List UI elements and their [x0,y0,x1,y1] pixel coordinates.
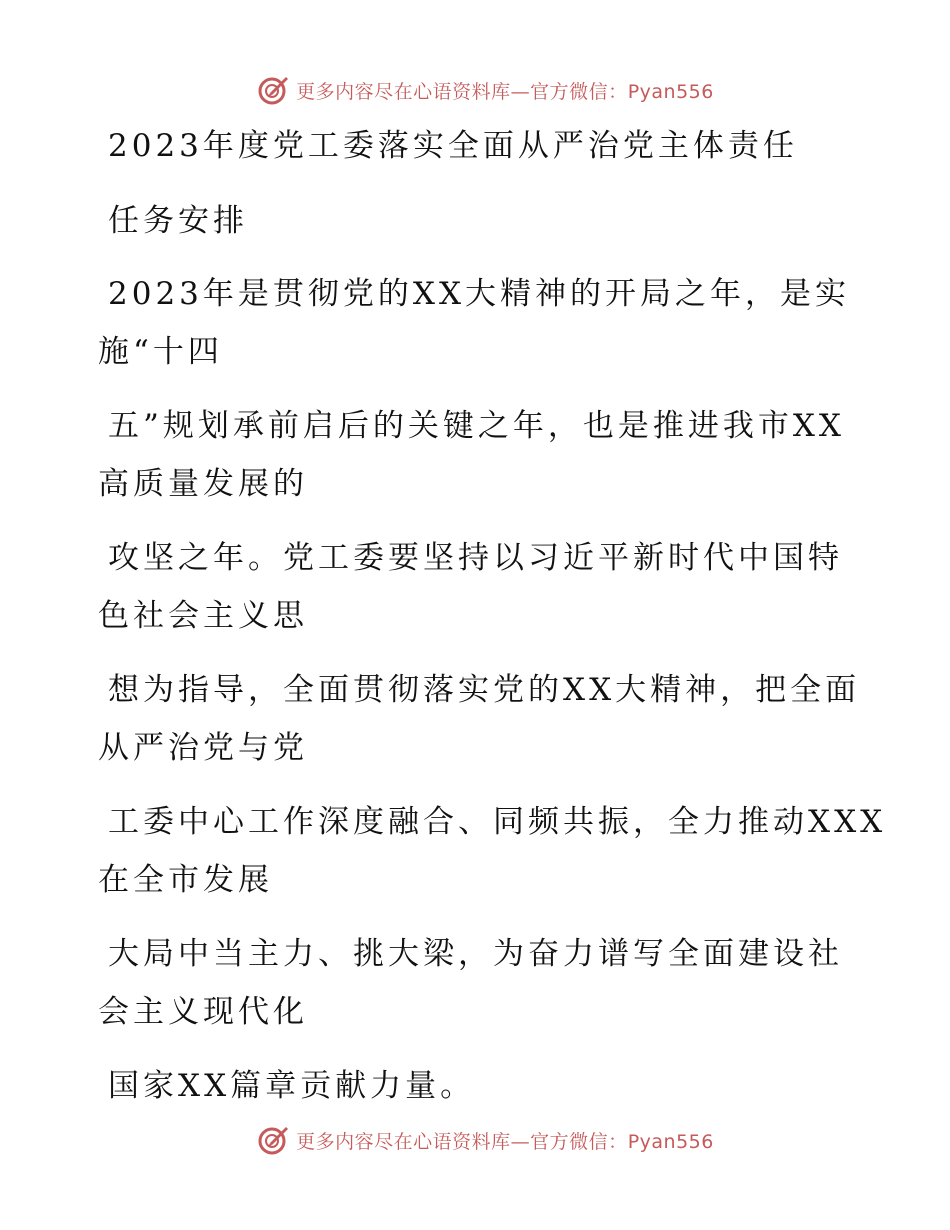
watermark-wechat-label: 官方微信： [530,80,628,103]
pen-logo-icon [256,1123,290,1157]
doc-text-line: 攻坚之年。党工委要坚持以习近平新时代中国特 [108,540,843,576]
watermark-text [296,1127,714,1154]
doc-text-line: 五”规划承前启后的关键之年，也是推进我市XX [108,408,845,444]
doc-text-line: 2023年是贯彻党的XX大精神的开局之年，是实 [108,276,851,312]
doc-text-line: 施“十四 [98,334,223,370]
doc-title-line-1: 2023年度党工委落实全面从严治党主体责任 [108,128,798,164]
doc-text-line: 高质量发展的 [98,466,308,502]
doc-text-line: 会主义现代化 [98,994,308,1030]
doc-text-line: 工委中心工作深度融合、同频共振，全力推动XXX [108,804,887,840]
watermark-wechat-id: Pyan556 [627,80,714,103]
doc-text-line: 大局中当主力、挑大梁，为奋力谱写全面建设社 [108,936,843,972]
watermark-wechat-id: Pyan556 [627,1130,714,1153]
doc-text-line: 在全市发展 [98,862,273,898]
doc-text-line: 色社会主义思 [98,598,308,634]
doc-text-line: 想为指导，全面贯彻落实党的XX大精神，把全面 [108,672,861,708]
watermark-group [256,1123,714,1157]
watermark-wechat-label: 官方微信： [530,1130,628,1153]
doc-text-line: 从严治党与党 [98,730,308,766]
watermark-site: 更多内容尽在心语资料库— [296,1130,531,1153]
doc-text-line: 国家XX篇章贡献力量。 [108,1068,476,1104]
watermark-site: 更多内容尽在心语资料库— [296,80,531,103]
footer-watermark [0,1120,950,1160]
doc-title-line-2: 任务安排 [108,203,248,239]
